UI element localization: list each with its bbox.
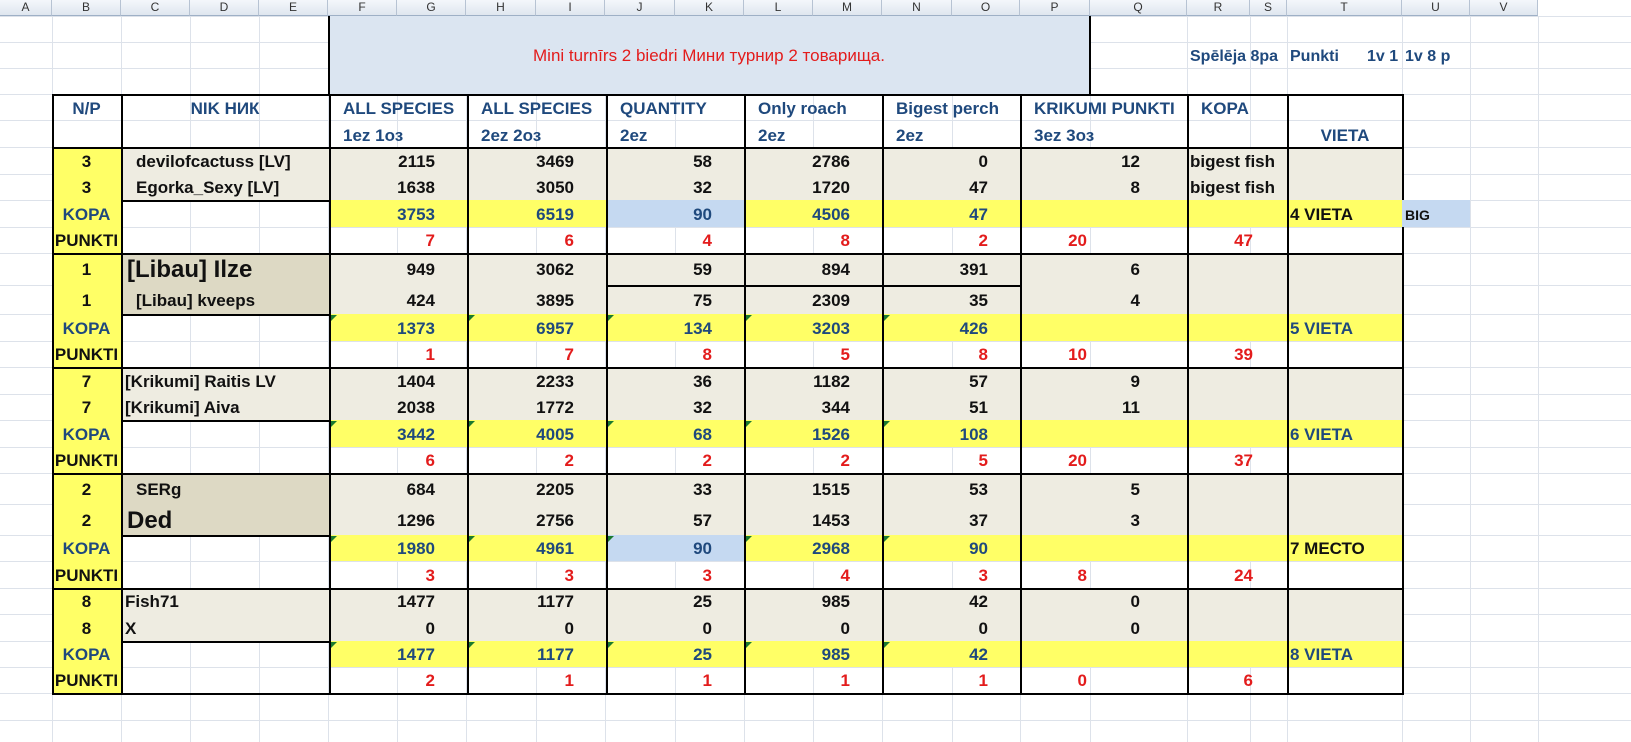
name-bottom-border bbox=[121, 420, 331, 422]
column-border bbox=[121, 473, 123, 590]
player-value-cell[interactable]: 35 bbox=[969, 291, 988, 310]
points-value-cell[interactable]: 4 bbox=[840, 566, 850, 585]
total-value-cell[interactable]: 42 bbox=[969, 645, 988, 664]
header-column-border bbox=[882, 94, 884, 149]
points-value-cell[interactable]: 20 bbox=[1068, 231, 1087, 250]
player-value-cell[interactable]: 42 bbox=[969, 592, 988, 611]
header-all-species-1-sub: 1ez 1оз bbox=[343, 126, 404, 145]
player-value-cell[interactable]: 25 bbox=[693, 592, 712, 611]
row-gridline bbox=[0, 447, 1631, 448]
player-np: 3 bbox=[81, 178, 92, 197]
player-np: 8 bbox=[81, 592, 92, 611]
column-header-v[interactable]: V bbox=[1470, 0, 1538, 16]
player-value-cell[interactable]: 684 bbox=[406, 480, 435, 499]
place-result: 5 VIETA bbox=[1290, 319, 1353, 338]
total-value-cell[interactable]: 6957 bbox=[536, 319, 574, 338]
player-value-cell[interactable]: 0 bbox=[1130, 592, 1140, 611]
player-value-cell[interactable]: 2786 bbox=[812, 152, 850, 171]
column-border bbox=[1402, 588, 1404, 695]
total-value-cell[interactable]: 134 bbox=[683, 319, 712, 338]
header-krikumi-points: KRIKUMI PUNKTI bbox=[1034, 99, 1175, 118]
points-value-cell[interactable]: 3 bbox=[702, 566, 712, 585]
total-value-cell[interactable]: 985 bbox=[821, 645, 850, 664]
points-value-cell[interactable]: 7 bbox=[425, 231, 435, 250]
points-value-cell[interactable]: 6 bbox=[564, 231, 574, 250]
header-column-border bbox=[1287, 94, 1289, 149]
total-value-cell[interactable]: 25 bbox=[693, 645, 712, 664]
points-row-label: PUNKTI bbox=[54, 566, 119, 585]
banner-border bbox=[1089, 16, 1091, 96]
total-row-label: KOPA bbox=[62, 319, 111, 338]
player-name[interactable]: devilofcactuss [LV] bbox=[136, 152, 291, 171]
group-bottom-border bbox=[52, 693, 1404, 695]
player-value-cell[interactable]: 33 bbox=[693, 480, 712, 499]
total-value-cell[interactable]: 4961 bbox=[536, 539, 574, 558]
player-name[interactable]: SERg bbox=[136, 480, 182, 499]
player-value-cell[interactable]: 1453 bbox=[812, 511, 850, 530]
player-value-cell[interactable]: 3062 bbox=[536, 260, 574, 279]
points-value-cell[interactable]: 1 bbox=[840, 671, 850, 690]
points-value-cell[interactable]: 8 bbox=[978, 345, 988, 364]
player-value-cell[interactable]: 1638 bbox=[397, 178, 435, 197]
total-value-cell[interactable]: 6519 bbox=[536, 205, 574, 224]
player-value-cell[interactable]: 1177 bbox=[537, 592, 574, 611]
player-value-cell[interactable]: 344 bbox=[821, 398, 850, 417]
points-value-cell[interactable]: 5 bbox=[978, 451, 988, 470]
player-value-cell[interactable]: 1515 bbox=[812, 480, 850, 499]
player-value-cell[interactable]: 2756 bbox=[536, 511, 574, 530]
row-gridline bbox=[0, 120, 1631, 121]
points-value-cell[interactable]: 1 bbox=[425, 345, 435, 364]
player-value-cell[interactable]: 12 bbox=[1121, 152, 1140, 171]
points-value-cell[interactable]: 8 bbox=[840, 231, 850, 250]
points-value-cell[interactable]: 7 bbox=[564, 345, 574, 364]
first-place-label: 1v 1 bbox=[1367, 48, 1399, 65]
player-name[interactable]: [Libau] Ilze bbox=[127, 256, 253, 283]
place-result: 6 VIETA bbox=[1290, 425, 1353, 444]
column-header-b[interactable]: B bbox=[52, 0, 121, 16]
group-top-border bbox=[52, 367, 1404, 369]
points-value-cell[interactable]: 5 bbox=[840, 345, 850, 364]
row-gridline bbox=[0, 341, 1631, 342]
column-header-g[interactable]: G bbox=[397, 0, 466, 16]
header-biggest-perch-sub: 2ez bbox=[896, 126, 924, 145]
player-value-cell[interactable]: 53 bbox=[969, 480, 988, 499]
column-border bbox=[1287, 473, 1289, 590]
points-value-cell[interactable]: 6 bbox=[425, 451, 435, 470]
total-value-cell[interactable]: 90 bbox=[693, 539, 712, 558]
player-value-cell[interactable]: 3 bbox=[1130, 511, 1140, 530]
group-top-border bbox=[52, 588, 1404, 590]
player-value-cell[interactable]: 3050 bbox=[536, 178, 574, 197]
player-value-cell[interactable]: 0 bbox=[978, 152, 988, 171]
column-header-c[interactable]: C bbox=[121, 0, 190, 16]
player-note: bigest fish bbox=[1190, 178, 1276, 197]
player-np: 7 bbox=[81, 372, 92, 391]
extra-note: BIG bbox=[1405, 207, 1430, 223]
header-quantity-sub: 2ez bbox=[620, 126, 648, 145]
total-value-cell[interactable]: 426 bbox=[959, 319, 988, 338]
row-gridline bbox=[0, 561, 1631, 562]
points-row-label: PUNKTI bbox=[54, 231, 119, 250]
points-value-cell[interactable]: 8 bbox=[702, 345, 712, 364]
column-border bbox=[1402, 473, 1404, 590]
points-value-cell[interactable]: 20 bbox=[1068, 451, 1087, 470]
column-header-k[interactable]: K bbox=[675, 0, 744, 16]
player-value-cell[interactable]: 75 bbox=[693, 291, 712, 310]
points-value-cell[interactable]: 2 bbox=[840, 451, 850, 470]
header-quantity: QUANTITY bbox=[620, 99, 707, 118]
place-result: 7 МЕСТО bbox=[1290, 539, 1365, 558]
player-value-cell[interactable]: 0 bbox=[1130, 619, 1140, 638]
points-value-cell[interactable]: 8 bbox=[1077, 566, 1087, 585]
column-header-l[interactable]: L bbox=[744, 0, 813, 16]
player-value-cell[interactable]: 58 bbox=[693, 152, 712, 171]
header-np: N/P bbox=[72, 99, 101, 118]
column-header-u[interactable]: U bbox=[1402, 0, 1470, 16]
header-column-border bbox=[606, 94, 608, 149]
played-count-label: Spēlēja 8pa bbox=[1190, 48, 1279, 65]
points-row-label: PUNKTI bbox=[54, 451, 119, 470]
header-column-border bbox=[329, 94, 331, 149]
player-name[interactable]: [Krikumi] Raitis LV bbox=[125, 372, 276, 391]
player-name[interactable]: Egorka_Sexy [LV] bbox=[136, 178, 280, 197]
total-value-cell[interactable]: 3753 bbox=[397, 205, 435, 224]
place-result: 8 VIETA bbox=[1290, 645, 1353, 664]
total-row-label: KOPA bbox=[62, 539, 111, 558]
points-value-cell[interactable]: 2 bbox=[978, 231, 988, 250]
column-border bbox=[121, 147, 123, 255]
column-border bbox=[121, 253, 123, 369]
name-bottom-border bbox=[121, 200, 331, 202]
points-value-cell[interactable]: 39 bbox=[1234, 345, 1253, 364]
player-value-cell[interactable]: 2309 bbox=[812, 291, 850, 310]
player-np: 8 bbox=[81, 619, 92, 638]
player-value-cell[interactable]: 9 bbox=[1130, 372, 1140, 391]
player-value-cell[interactable]: 424 bbox=[406, 291, 435, 310]
player-value-cell[interactable]: 1772 bbox=[536, 398, 574, 417]
total-value-cell[interactable]: 3442 bbox=[397, 425, 435, 444]
points-value-cell[interactable]: 37 bbox=[1234, 451, 1253, 470]
player-value-cell[interactable]: 0 bbox=[425, 619, 435, 638]
points-value-cell[interactable]: 10 bbox=[1068, 345, 1087, 364]
header-place: VIETA bbox=[1320, 126, 1370, 145]
group-top-border bbox=[52, 147, 1404, 149]
column-header-a[interactable]: A bbox=[0, 0, 52, 16]
header-krikumi-points-sub: 3ez 3оз bbox=[1034, 126, 1095, 145]
player-value-cell[interactable]: 0 bbox=[702, 619, 712, 638]
name-bottom-border bbox=[121, 641, 331, 643]
player-value-cell[interactable]: 1477 bbox=[397, 592, 435, 611]
player-value-cell[interactable]: 36 bbox=[693, 372, 712, 391]
points-value-cell[interactable]: 1 bbox=[564, 671, 574, 690]
player-np: 1 bbox=[81, 291, 92, 310]
header-column-border bbox=[1020, 94, 1022, 149]
row-gridline bbox=[0, 227, 1631, 228]
total-row-label: KOPA bbox=[62, 425, 111, 444]
total-value-cell[interactable]: 90 bbox=[969, 539, 988, 558]
total-row-label: KOPA bbox=[62, 645, 111, 664]
points-value-cell[interactable]: 2 bbox=[702, 451, 712, 470]
player-value-cell[interactable]: 0 bbox=[840, 619, 850, 638]
column-header-e[interactable]: E bbox=[259, 0, 328, 16]
points-value-cell[interactable]: 2 bbox=[425, 671, 435, 690]
player-value-cell[interactable]: 3895 bbox=[536, 291, 574, 310]
first-place-points-label: 1v 8 p bbox=[1405, 48, 1451, 65]
total-value-cell[interactable]: 108 bbox=[959, 425, 988, 444]
group-top-border bbox=[52, 253, 1404, 255]
header-column-border bbox=[52, 94, 54, 149]
player-np: 1 bbox=[81, 260, 92, 279]
group-top-border bbox=[52, 473, 1404, 475]
total-value-cell[interactable]: 68 bbox=[693, 425, 712, 444]
points-row-label: PUNKTI bbox=[54, 345, 119, 364]
points-value-cell[interactable]: 24 bbox=[1234, 566, 1253, 585]
column-gridline bbox=[1538, 16, 1539, 742]
column-border bbox=[1287, 367, 1289, 475]
player-value-cell[interactable]: 11 bbox=[1122, 398, 1140, 417]
column-header-n[interactable]: N bbox=[882, 0, 952, 16]
player-value-cell[interactable]: 2233 bbox=[536, 372, 574, 391]
player-value-cell[interactable]: 8 bbox=[1130, 178, 1140, 197]
player-value-cell[interactable]: 6 bbox=[1130, 260, 1140, 279]
header-all-species-2-sub: 2ez 2оз bbox=[481, 126, 542, 145]
player-value-cell[interactable]: 894 bbox=[821, 260, 850, 279]
player-value-cell[interactable]: 1182 bbox=[813, 372, 850, 391]
player-name[interactable]: X bbox=[125, 619, 137, 638]
column-header-s[interactable]: S bbox=[1250, 0, 1287, 16]
points-value-cell[interactable]: 6 bbox=[1243, 671, 1253, 690]
header-nick: NIK НИК bbox=[190, 99, 260, 118]
header-column-border bbox=[744, 94, 746, 149]
column-header-d[interactable]: D bbox=[190, 0, 259, 16]
row-gridline bbox=[0, 667, 1631, 668]
header-only-roach-sub: 2ez bbox=[758, 126, 786, 145]
player-name[interactable]: Fish71 bbox=[125, 592, 179, 611]
column-header-o[interactable]: O bbox=[952, 0, 1020, 16]
player-value-cell[interactable]: 59 bbox=[693, 260, 712, 279]
player-value-cell[interactable]: 51 bbox=[969, 398, 988, 417]
points-value-cell[interactable]: 0 bbox=[1077, 671, 1087, 690]
points-value-cell[interactable]: 3 bbox=[564, 566, 574, 585]
total-value-cell[interactable]: 1177 bbox=[537, 645, 574, 664]
points-value-cell[interactable]: 1 bbox=[978, 671, 988, 690]
player-value-cell[interactable]: 2038 bbox=[397, 398, 435, 417]
total-value-cell[interactable]: 47 bbox=[969, 205, 988, 224]
total-value-cell[interactable]: 4506 bbox=[812, 205, 850, 224]
points-value-cell[interactable]: 3 bbox=[425, 566, 435, 585]
player-name[interactable]: [Krikumi] Aiva bbox=[125, 398, 240, 417]
total-value-cell[interactable]: 2968 bbox=[812, 539, 850, 558]
player-name[interactable]: [Libau] kveeps bbox=[136, 291, 256, 310]
column-header-f[interactable]: F bbox=[328, 0, 397, 16]
column-header-h[interactable]: H bbox=[466, 0, 536, 16]
column-border bbox=[121, 588, 123, 695]
header-column-border bbox=[467, 94, 469, 149]
points-value-cell[interactable]: 4 bbox=[702, 231, 712, 250]
column-border bbox=[1402, 367, 1404, 475]
column-header-t[interactable]: T bbox=[1287, 0, 1402, 16]
column-border bbox=[121, 367, 123, 475]
player-value-cell[interactable]: 0 bbox=[978, 619, 988, 638]
header-all-species-2: ALL SPECIES bbox=[481, 99, 593, 118]
player-value-cell[interactable]: 1404 bbox=[397, 372, 435, 391]
total-row-label: KOPA bbox=[62, 205, 111, 224]
points-value-cell[interactable]: 47 bbox=[1234, 231, 1253, 250]
name-bottom-border bbox=[121, 535, 331, 537]
column-header-r[interactable]: R bbox=[1187, 0, 1250, 16]
player-note: bigest fish bbox=[1190, 152, 1276, 171]
points-label: Punkti bbox=[1290, 48, 1339, 65]
player-np: 3 bbox=[81, 152, 92, 171]
player-value-cell[interactable]: 57 bbox=[969, 372, 988, 391]
player-value-cell[interactable]: 32 bbox=[693, 178, 712, 197]
player-np: 7 bbox=[81, 398, 92, 417]
inner-border bbox=[606, 285, 1022, 287]
total-value-cell[interactable]: 90 bbox=[693, 205, 712, 224]
header-column-border bbox=[121, 94, 123, 149]
player-value-cell[interactable]: 391 bbox=[959, 260, 988, 279]
total-value-cell[interactable]: 1373 bbox=[397, 319, 435, 338]
table-top-border bbox=[52, 94, 1404, 96]
points-row-label: PUNKTI bbox=[54, 671, 119, 690]
player-value-cell[interactable]: 985 bbox=[821, 592, 850, 611]
column-header-q[interactable]: Q bbox=[1090, 0, 1187, 16]
row-gridline bbox=[0, 720, 1631, 721]
player-value-cell[interactable]: 2205 bbox=[536, 480, 574, 499]
player-np: 2 bbox=[81, 480, 92, 499]
column-border bbox=[1402, 253, 1404, 369]
column-header-p[interactable]: P bbox=[1020, 0, 1090, 16]
player-value-cell[interactable]: 37 bbox=[969, 511, 988, 530]
total-value-cell[interactable]: 3203 bbox=[812, 319, 850, 338]
header-total: KOPA bbox=[1201, 99, 1249, 118]
player-np: 2 bbox=[81, 511, 92, 530]
player-value-cell[interactable]: 949 bbox=[406, 260, 435, 279]
total-value-cell[interactable]: 1526 bbox=[812, 425, 850, 444]
player-name[interactable]: Ded bbox=[127, 507, 173, 534]
name-bottom-border bbox=[121, 314, 331, 316]
player-value-cell[interactable]: 1296 bbox=[397, 511, 435, 530]
header-biggest-perch: Bigest perch bbox=[896, 99, 999, 118]
header-only-roach: Only roach bbox=[758, 99, 847, 118]
points-value-cell[interactable]: 3 bbox=[978, 566, 988, 585]
column-header-j[interactable]: J bbox=[605, 0, 675, 16]
column-border bbox=[1287, 588, 1289, 695]
points-value-cell[interactable]: 2 bbox=[564, 451, 574, 470]
column-header-i[interactable]: I bbox=[536, 0, 605, 16]
header-column-border bbox=[1402, 94, 1404, 149]
points-value-cell[interactable]: 1 bbox=[702, 671, 712, 690]
total-value-cell[interactable]: 1980 bbox=[397, 539, 435, 558]
player-value-cell[interactable]: 5 bbox=[1130, 480, 1140, 499]
header-all-species-1: ALL SPECIES bbox=[343, 99, 455, 118]
player-value-cell[interactable]: 47 bbox=[969, 178, 988, 197]
player-value-cell[interactable]: 1720 bbox=[812, 178, 850, 197]
column-gridline bbox=[1470, 16, 1471, 742]
column-border bbox=[1287, 253, 1289, 369]
title-banner-text: Mini turnīrs 2 biedri Мини турнир 2 товарища. bbox=[533, 46, 885, 65]
player-value-cell[interactable]: 32 bbox=[693, 398, 712, 417]
player-value-cell[interactable]: 4 bbox=[1130, 291, 1140, 310]
player-value-cell[interactable]: 0 bbox=[564, 619, 574, 638]
total-value-cell[interactable]: 1477 bbox=[397, 645, 435, 664]
player-value-cell[interactable]: 3469 bbox=[536, 152, 574, 171]
place-result: 4 VIETA bbox=[1290, 205, 1353, 224]
column-header-m[interactable]: M bbox=[813, 0, 882, 16]
player-value-cell[interactable]: 57 bbox=[693, 511, 712, 530]
total-value-cell[interactable]: 4005 bbox=[536, 425, 574, 444]
header-column-border bbox=[1187, 94, 1189, 149]
player-value-cell[interactable]: 2115 bbox=[398, 152, 435, 171]
